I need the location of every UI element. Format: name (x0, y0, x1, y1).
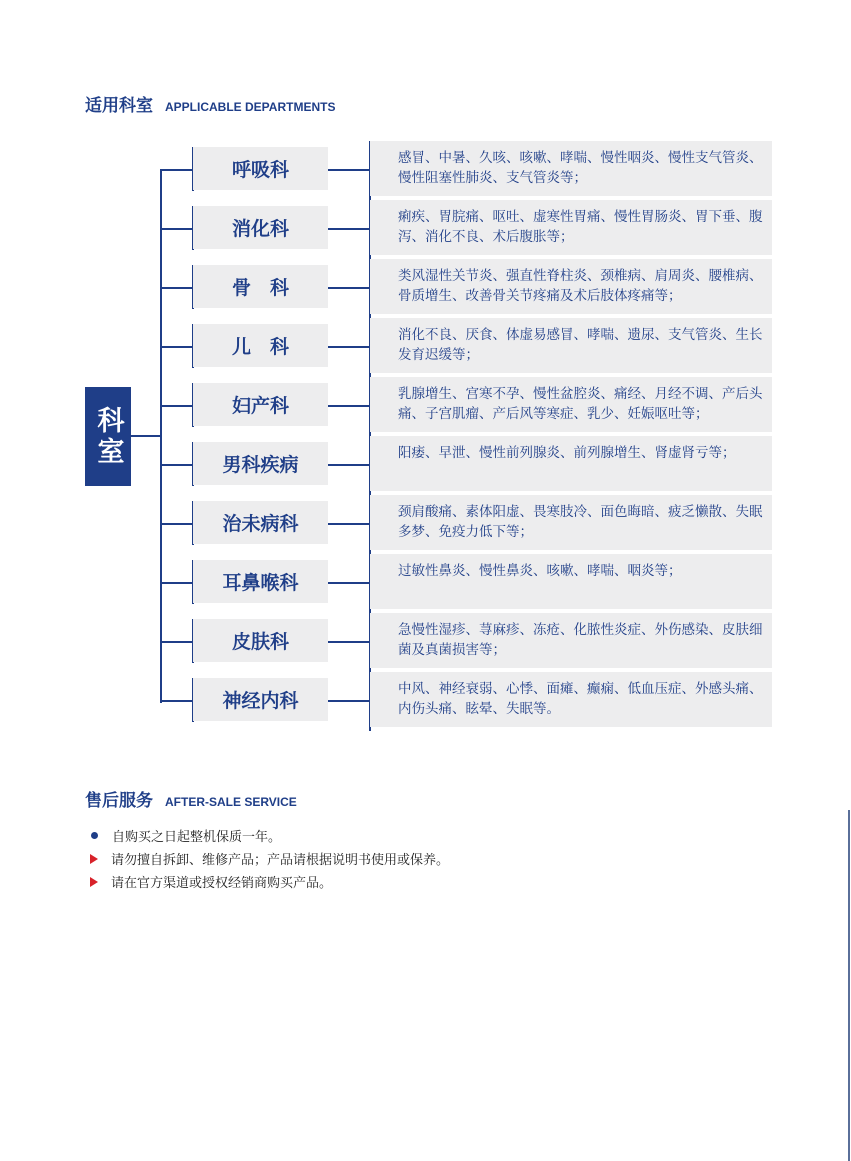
page-edge-line (848, 810, 850, 1161)
department-name: 神经内科 (193, 678, 328, 721)
root-connector (131, 435, 161, 437)
description-connector (328, 523, 370, 525)
trunk-line (160, 169, 162, 703)
department-description: 类风湿性关节炎、强直性脊柱炎、颈椎病、肩周炎、腰椎病、骨质增生、改善骨关节疼痛及术后肢体疼痛等； (370, 259, 772, 314)
bullet-triangle-icon (90, 854, 98, 864)
department-name: 男科疾病 (193, 442, 328, 485)
department-name: 皮肤科 (193, 619, 328, 662)
description-connector (328, 287, 370, 289)
service-title-cn: 售后服务 (85, 791, 153, 811)
service-item (90, 870, 449, 893)
branch-line (160, 700, 193, 702)
service-item-text: 自购买之日起整机保质一年。 (112, 830, 282, 845)
description-connector (328, 169, 370, 171)
department-description: 乳腺增生、宫寒不孕、慢性盆腔炎、痛经、月经不调、产后头痛、子宫肌瘤、产后风等寒症、乳少、妊娠呕吐等； (370, 377, 772, 432)
branch-line (160, 228, 193, 230)
department-description: 颈肩酸痛、素体阳虚、畏寒肢冷、面色晦暗、疲乏懒散、失眠多梦、免疫力低下等； (370, 495, 772, 550)
department-description: 阳痿、早泄、慢性前列腺炎、前列腺增生、肾虚肾亏等； (370, 436, 772, 491)
department-name: 儿 科 (193, 324, 328, 367)
branch-line (160, 582, 193, 584)
description-connector (328, 641, 370, 643)
description-connector (328, 228, 370, 230)
department-description: 痢疾、胃脘痛、呕吐、虚寒性胃痛、慢性胃肠炎、胃下垂、腹泻、消化不良、术后腹胀等； (370, 200, 772, 255)
service-heading (85, 786, 297, 811)
department-description: 中风、神经衰弱、心悸、面瘫、癫痫、低血压症、外感头痛、内伤头痛、眩晕、失眠等。 (370, 672, 772, 727)
description-connector (328, 405, 370, 407)
departments-heading (85, 91, 335, 116)
description-connector (328, 582, 370, 584)
description-connector (328, 464, 370, 466)
branch-line (160, 523, 193, 525)
service-title-en: AFTER-SALE SERVICE (165, 795, 297, 809)
bullet-triangle-icon (90, 877, 98, 887)
department-description: 消化不良、厌食、体虚易感冒、哮喘、遗尿、支气管炎、生长发育迟缓等； (370, 318, 772, 373)
departments-title-cn: 适用科室 (85, 96, 153, 116)
branch-line (160, 641, 193, 643)
department-description: 感冒、中暑、久咳、咳嗽、哮喘、慢性咽炎、慢性支气管炎、慢性阻塞性肺炎、支气管炎等； (370, 141, 772, 196)
branch-line (160, 169, 193, 171)
department-name: 骨 科 (193, 265, 328, 308)
department-description: 急慢性湿疹、荨麻疹、冻疮、化脓性炎症、外伤感染、皮肤细菌及真菌损害等； (370, 613, 772, 668)
description-connector (328, 346, 370, 348)
service-item (90, 824, 449, 847)
department-name: 治未病科 (193, 501, 328, 544)
branch-line (160, 405, 193, 407)
departments-title-en: APPLICABLE DEPARTMENTS (165, 100, 336, 114)
bullet-dot-icon (91, 832, 98, 839)
department-name: 耳鼻喉科 (193, 560, 328, 603)
description-connector (328, 700, 370, 702)
branch-line (160, 287, 193, 289)
service-item-text: 请勿擅自拆卸、维修产品；产品请根据说明书使用或保养。 (111, 853, 450, 868)
department-name: 妇产科 (193, 383, 328, 426)
service-item-text: 请在官方渠道或授权经销商购买产品。 (111, 876, 333, 891)
service-list (90, 824, 449, 893)
department-description: 过敏性鼻炎、慢性鼻炎、咳嗽、哮喘、咽炎等； (370, 554, 772, 609)
branch-line (160, 346, 193, 348)
department-name: 消化科 (193, 206, 328, 249)
branch-line (160, 464, 193, 466)
department-root-box: 科室 (85, 387, 131, 486)
service-item (90, 847, 449, 870)
department-name: 呼吸科 (193, 147, 328, 190)
